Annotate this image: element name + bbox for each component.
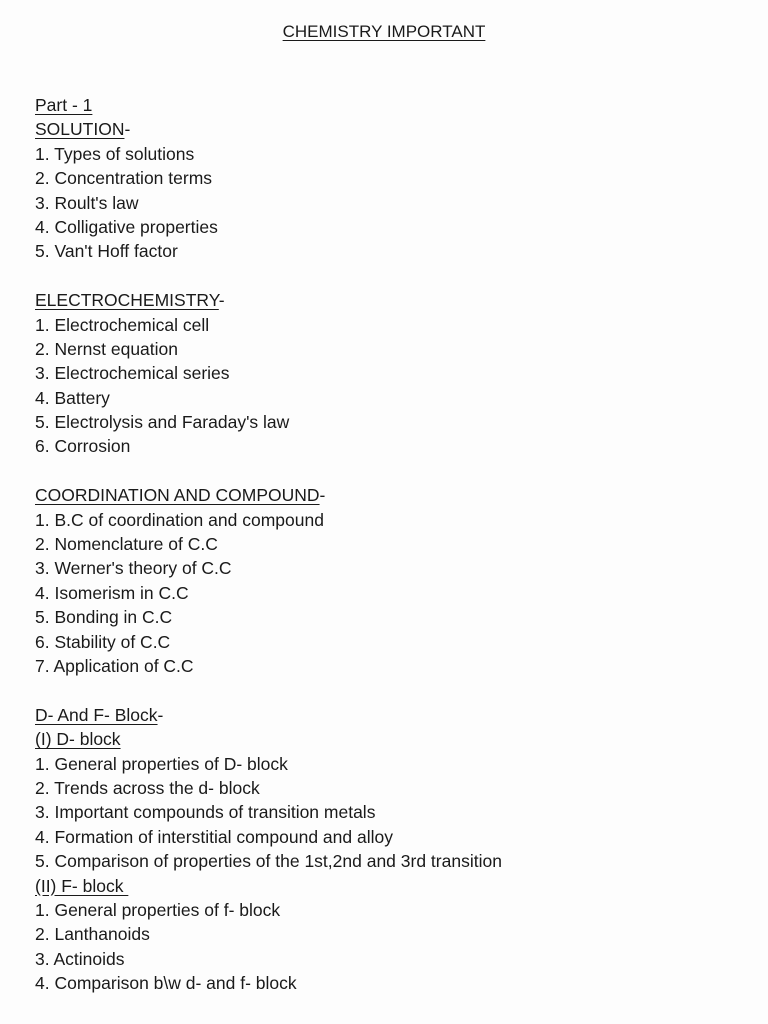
section-heading-text: D- And F- Block <box>35 704 158 725</box>
section-heading-d-and-f-block <box>35 703 755 727</box>
list-item: 3. Electrochemical series <box>35 363 230 384</box>
section-heading-suffix: - <box>319 485 326 506</box>
section-heading-text: SOLUTION <box>35 119 125 140</box>
list-item: 3. Actinoids <box>35 948 125 969</box>
section-heading-text: ELECTROCHEMISTRY <box>35 290 219 311</box>
subsection-heading-text: (II) F- block <box>35 875 129 896</box>
list-item: 5. Van't Hoff factor <box>35 241 178 262</box>
list-item: 1. B.C of coordination and compound <box>35 509 324 530</box>
list-item: 3. Important compounds of transition metals <box>35 802 376 823</box>
list-item: 5. Bonding in C.C <box>35 607 173 628</box>
list-item: 1. Electrochemical cell <box>35 314 210 335</box>
list-item: 1. General properties of f- block <box>35 899 281 920</box>
section-heading-suffix: - <box>157 704 164 725</box>
section-spacer <box>35 264 755 288</box>
section-spacer <box>35 678 755 702</box>
list-item: 6. Corrosion <box>35 436 131 457</box>
list-item: 2. Lanthanoids <box>35 924 150 945</box>
document-title <box>0 20 768 44</box>
section-heading-suffix: - <box>218 290 225 311</box>
list-item: 5. Comparison of properties of the 1st,2nd and 3rd transition <box>35 851 502 872</box>
list-item: 6. Stability of C.C <box>35 631 171 652</box>
list-item: 3. Roult's law <box>35 192 139 213</box>
document-title-text: CHEMISTRY IMPORTANT <box>282 22 486 41</box>
list-item: 4. Isomerism in C.C <box>35 582 189 603</box>
list-item: 1. General properties of D- block <box>35 753 288 774</box>
list-item: 3. Werner's theory of C.C <box>35 558 232 579</box>
list-item: 4. Colligative properties <box>35 216 218 237</box>
document-body <box>35 93 755 995</box>
section-heading-text: COORDINATION AND COMPOUND <box>35 485 320 506</box>
list-item: 4. Battery <box>35 387 110 408</box>
part-label: Part - 1 <box>35 95 93 115</box>
subsection-heading-f-block <box>35 874 755 898</box>
subsection-heading-d-block <box>35 727 755 751</box>
list-item: 5. Electrolysis and Faraday's law <box>35 412 290 433</box>
section-spacer <box>35 459 755 483</box>
list-item: 2. Nomenclature of C.C <box>35 534 218 555</box>
list-item: 2. Nernst equation <box>35 338 179 359</box>
section-heading-suffix: - <box>124 119 131 140</box>
subsection-heading-text: (I) D- block <box>35 729 121 750</box>
section-heading-solution <box>35 117 755 141</box>
list-item: 2. Concentration terms <box>35 168 213 189</box>
list-item: 2. Trends across the d- block <box>35 777 260 798</box>
list-item: 7. Application of C.C <box>35 655 194 676</box>
list-item: 4. Comparison b\w d- and f- block <box>35 973 297 994</box>
list-item: 4. Formation of interstitial compound and alloy <box>35 826 393 847</box>
section-heading-coordination <box>35 483 755 507</box>
section-heading-electrochemistry <box>35 288 755 312</box>
list-item: 1. Types of solutions <box>35 143 195 164</box>
